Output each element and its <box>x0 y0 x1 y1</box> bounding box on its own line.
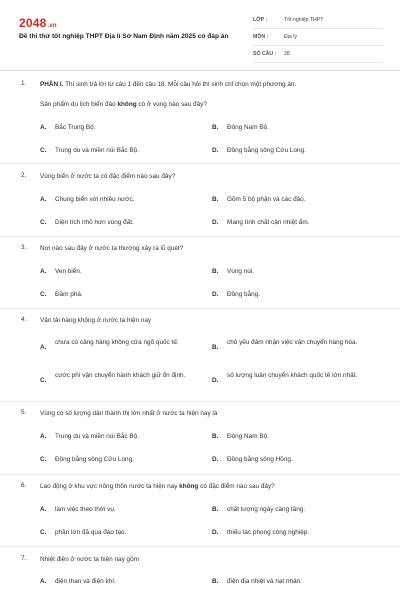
logo-suffix: .vn <box>47 23 57 29</box>
option-letter: C. <box>40 529 47 536</box>
option-text: phần lớn đã qua đào tạo. <box>55 529 127 536</box>
option-text: Vùng núi. <box>227 268 255 275</box>
option-text: Đầm phá. <box>55 291 83 298</box>
option-text: Ven biển. <box>55 268 82 275</box>
header-divider <box>0 70 400 71</box>
question-number: 2. <box>21 172 27 179</box>
option-letter: B. <box>212 578 219 585</box>
option-text: Chung biển với nhiều nước. <box>55 196 135 203</box>
divider <box>0 546 400 547</box>
info-label: SỐ CÂU : <box>253 51 277 57</box>
option-letter: D. <box>212 529 219 536</box>
option-text: Bắc Trung Bộ. <box>55 124 96 131</box>
option-text: Đồng bằng sông Cửu Long. <box>227 147 306 154</box>
option-text: điện than và điện khí. <box>55 578 116 585</box>
option-text: Gồm 5 bộ phận và các đảo. <box>227 196 306 203</box>
stem-bold: không <box>117 101 137 108</box>
option-letter: C. <box>40 456 47 463</box>
question-number: 5. <box>21 409 27 416</box>
option-letter: B. <box>212 506 219 513</box>
intro-text: Thí sinh trả lời từ câu 1 đến câu 18. Mỗi câu hỏi thí sinh chỉ chọn một phương án. <box>63 81 297 88</box>
option-letter: A. <box>40 433 47 440</box>
option-text: Đông Nam Bộ. <box>227 433 269 440</box>
option-letter: D. <box>212 377 219 384</box>
option-text: làm việc theo thời vụ. <box>55 506 116 513</box>
option-letter: B. <box>212 196 219 203</box>
option-text: số lượng luân chuyển khách quốc tế lớn nhất. <box>227 372 358 379</box>
option-letter: C. <box>40 147 47 154</box>
option-letter: C. <box>40 377 47 384</box>
stem-text: Lao động ở khu vực nông thôn nước ta hiện nay <box>40 483 180 490</box>
info-row-subject <box>253 32 383 46</box>
exam-info <box>253 15 383 66</box>
divider <box>0 163 400 164</box>
option-letter: A. <box>40 506 47 513</box>
option-letter: D. <box>212 456 219 463</box>
divider <box>0 474 400 475</box>
option-text: chất lượng ngày càng tăng. <box>227 506 306 513</box>
question-number: 6. <box>21 482 27 489</box>
intro-bold: PHẦN I. <box>40 81 64 88</box>
question-stem: Vùng có số lượng dân thành thị lớn nhất ở nước ta hiện nay là <box>40 410 218 417</box>
option-text: Đồng bằng. <box>227 291 261 298</box>
question-stem <box>40 482 370 491</box>
stem-text: Sản phẩm du lịch biển đảo <box>40 101 118 108</box>
option-letter: D. <box>212 147 219 154</box>
question-stem: Vận tải hàng không ở nước ta hiện nay <box>40 317 152 324</box>
page-title: Đề thi thử tốt nghiệp THPT Địa lí Sở Nam Định năm 2025 có đáp án <box>19 33 229 40</box>
info-value: Tốt nghiệp THPT <box>284 17 324 23</box>
option-text: chưa có cảng hàng không cửa ngõ quốc tế. <box>55 339 179 346</box>
question-stem: Vùng biển ở nước ta có đặc điểm nào sau đây? <box>40 173 176 180</box>
option-letter: A. <box>40 124 47 131</box>
option-letter: D. <box>212 219 219 226</box>
stem-text: có đặc điểm nào sau đây? <box>198 483 275 490</box>
stem-bold: không <box>179 483 199 490</box>
option-text: Trung du và miền núi Bắc Bộ. <box>55 433 139 440</box>
divider <box>0 236 400 237</box>
question-number: 7. <box>21 555 27 562</box>
option-letter: A. <box>40 578 47 585</box>
option-text: Đồng bằng sông Cửu Long. <box>55 456 134 463</box>
info-row-count <box>253 49 383 63</box>
site-logo[interactable] <box>19 16 57 30</box>
info-label: MÔN : <box>253 34 269 40</box>
option-text: thiếu tác phong công nghiệp. <box>227 529 310 536</box>
option-letter: D. <box>212 291 219 298</box>
option-text: Mang tính chất cận nhiệt ẩm. <box>227 219 310 226</box>
divider <box>0 401 400 402</box>
option-letter: B. <box>212 124 219 131</box>
question-number: 3. <box>21 244 27 251</box>
info-value: 28 <box>284 51 290 57</box>
option-letter: B. <box>212 433 219 440</box>
option-text: chủ yếu đảm nhận việc vận chuyển hàng hóa. <box>227 339 358 346</box>
divider <box>0 308 400 309</box>
option-letter: B. <box>212 268 219 275</box>
stem-text: có ở vùng nào sau đây? <box>136 101 207 108</box>
header <box>0 0 400 64</box>
question-stem <box>40 100 370 109</box>
logo-text: 2048 <box>19 16 47 30</box>
question-stem: Nhiệt điện ở nước ta hiện nay gồm <box>40 556 139 563</box>
option-letter: C. <box>40 291 47 298</box>
question-number: 4. <box>21 316 27 323</box>
option-text: Trung du và miền núi Bắc Bộ. <box>55 147 139 154</box>
option-text: Đồng bằng sông Hồng. <box>227 456 293 463</box>
question-intro <box>40 80 370 89</box>
info-row-class <box>253 15 383 29</box>
question-stem: Nơi nào sau đây ở nước ta thường xảy ra lũ quét? <box>40 245 184 252</box>
option-letter: A. <box>40 196 47 203</box>
option-letter: B. <box>212 344 219 351</box>
option-text: điện địa nhiệt và hạt nhân. <box>227 578 302 585</box>
option-letter: A. <box>40 268 47 275</box>
question-number: 1. <box>21 80 27 87</box>
option-letter: A. <box>40 344 47 351</box>
info-value: Địa lý <box>284 34 297 40</box>
info-label: LỚP : <box>253 17 268 23</box>
option-text: Diện tích nhỏ hơn vùng đất. <box>55 219 134 226</box>
option-letter: C. <box>40 219 47 226</box>
option-text: cước phí vận chuyển hành khách giữ ổn định. <box>55 372 186 379</box>
option-text: Đông Nam Bộ. <box>227 124 269 131</box>
